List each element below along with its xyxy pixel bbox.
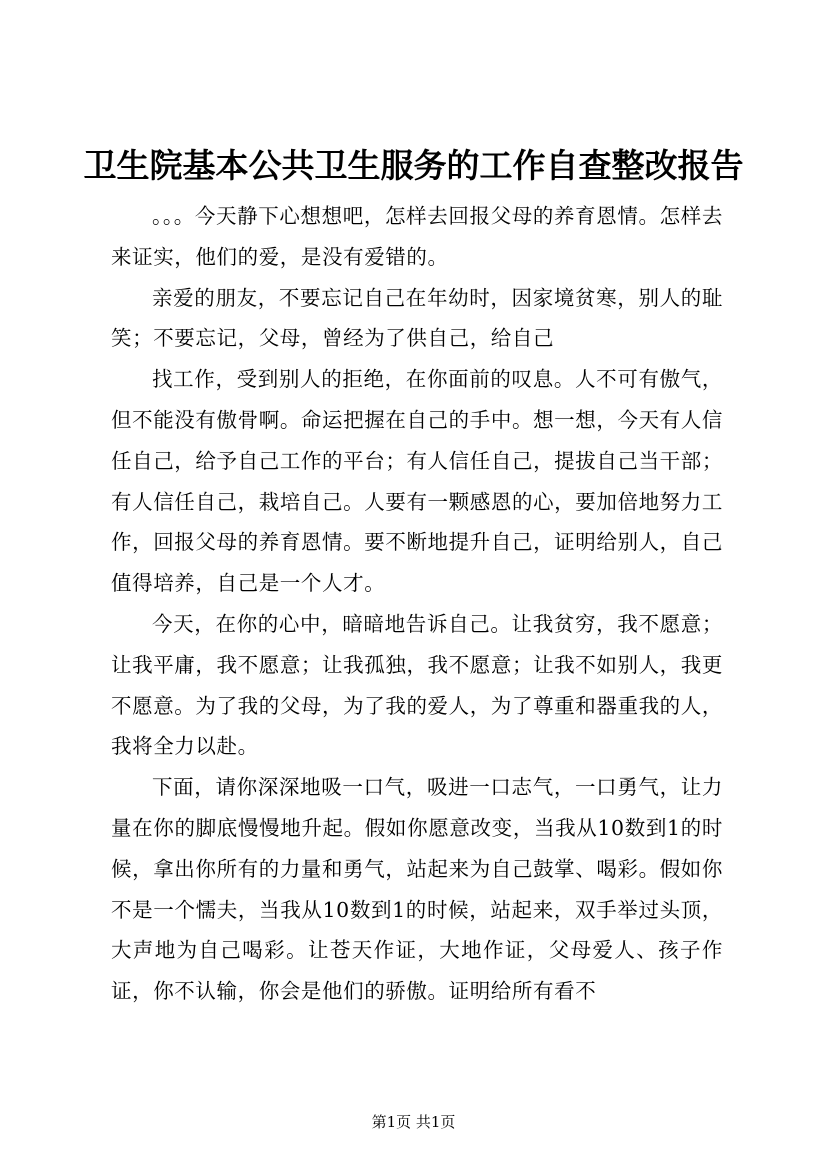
- paragraph-3: 找工作，受到别人的拒绝，在你面前的叹息。人不可有傲气，但不能没有傲骨啊。命运把握在自己的手中。想一想，今天有人信任自己，给予自己工作的平台；有人信任自己，提拔自己当干部；有人信任自己，栽培自己。人要有一颗感恩的心，要加倍地努力工作，回报父母的养育恩情。要不断地提升自己，证明给别人，自己值得培养，自己是一个人才。: [111, 367, 723, 596]
- document-title: 卫生院基本公共卫生服务的工作自查整改报告: [83, 146, 744, 185]
- paragraph-4: 今天，在你的心中，暗暗地告诉自己。让我贫穷，我不愿意；让我平庸，我不愿意；让我孤独，我不愿意；让我不如别人，我更不愿意。为了我的父母，为了我的爱人，为了尊重和器重我的人，我将全力以赴。: [111, 611, 723, 759]
- paragraph-5: 下面，请你深深地吸一口气，吸进一口志气，一口勇气，让力量在你的脚底慢慢地升起。假如你愿意改变，当我从10数到1的时候，拿出你所有的力量和勇气，站起来为自己鼓掌、喝彩。假如你不是一个懦夫，当我从10数到1的时候，站起来，双手举过头顶，大声地为自己喝彩。让苍天作证，大地作证，父母爱人、孩子作证，你不认输，你会是他们的骄傲。证明给所有看不: [111, 775, 723, 1004]
- page-footer: 第1页 共1页: [371, 1113, 456, 1131]
- paragraph-1: 。。。今天静下心想想吧，怎样去回报父母的养育恩情。怎样去来证实，他们的爱，是没有爱错的。: [111, 204, 723, 269]
- paragraph-2: 亲爱的朋友，不要忘记自己在年幼时，因家境贫寒，别人的耻笑；不要忘记，父母，曾经为了供自己，给自己: [111, 285, 723, 351]
- document-body: [111, 196, 723, 1012]
